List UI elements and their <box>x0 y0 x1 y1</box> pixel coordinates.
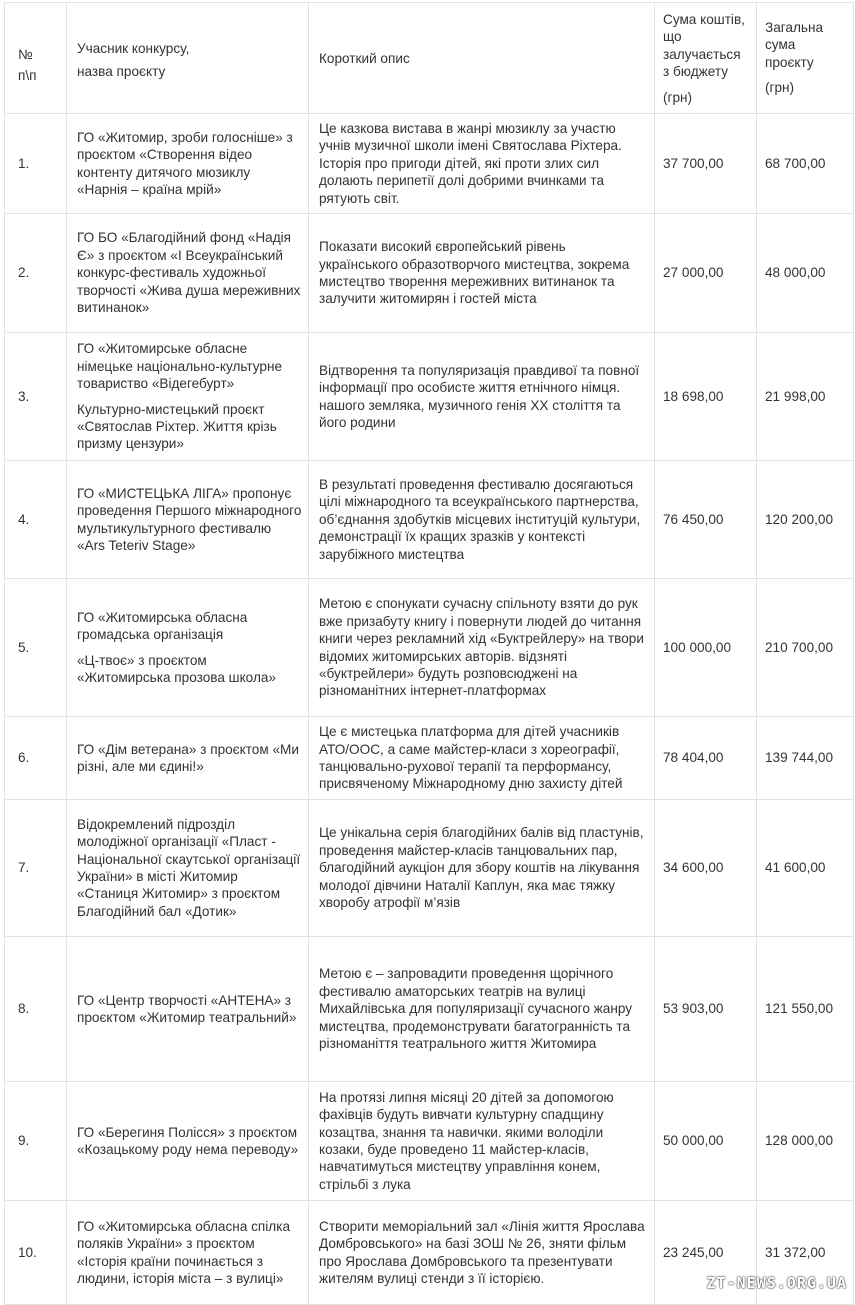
total-amount-cell: 121 550,00 <box>757 937 854 1082</box>
participant-text: ГО «Дім ветерана» з проєктом «Ми різні, але ми єдині!» <box>77 741 299 774</box>
table-header-row <box>5 3 854 114</box>
row-number: 2. <box>5 214 67 333</box>
total-amount-cell: 68 700,00 <box>757 114 854 214</box>
table-row <box>5 333 854 461</box>
total-amount-cell: 41 600,00 <box>757 800 854 937</box>
header-total-cell <box>757 3 854 114</box>
participant-cell <box>67 333 309 461</box>
description-cell: Створити меморіальний зал «Лінія життя Ярослава Домбровського» на базі ЗОШ № 26, зняти фільм про Ярослава Домбровського та презентувати жителям вулиці стенди з її історією. <box>309 1201 655 1305</box>
participant-text: ГО «Центр творчості «АНТЕНА» з проєктом «Житомир театральний» <box>77 992 297 1025</box>
participant-cell <box>67 800 309 937</box>
participant-text: ГО «Житомирське обласне німецьке національно-культурне товариство «Відегебурт» <box>77 341 283 392</box>
description-cell: Метою є спонукати сучасну спільноту взяти до рук вже призабуту книгу і повернути людей до читання книги через рекламний хід «Буктрейлеру» на твори відомих житомирських авторів. відзняті «буктрейлери» будуть розповсюджені на різноманітних інтернет-платформах <box>309 579 655 717</box>
participant-cell <box>67 1082 309 1201</box>
header-description-cell <box>309 3 655 114</box>
total-amount-cell: 128 000,00 <box>757 1082 854 1201</box>
description-cell: Метою є – запровадити проведення щорічного фестивалю аматорських театрів на вулиці Михайлівська для популяризації сучасного жанру мистецтва, продемонструвати багатогранність та різноманіття театрального життя Житомира <box>309 937 655 1082</box>
header-participant-line: Учасник конкурсу, <box>77 41 190 56</box>
participant-cell <box>67 717 309 800</box>
total-amount-cell: 210 700,00 <box>757 579 854 717</box>
budget-amount-cell: 100 000,00 <box>655 579 757 717</box>
budget-amount-cell: 18 698,00 <box>655 333 757 461</box>
row-number: 9. <box>5 1082 67 1201</box>
table-row <box>5 1082 854 1201</box>
budget-amount-cell: 27 000,00 <box>655 214 757 333</box>
participant-text: ГО «Житомирська обласна громадська організація <box>77 609 248 643</box>
row-number: 8. <box>5 937 67 1082</box>
description-cell: В результаті проведення фестивалю досягаються цілі міжнародного та всеукраїнського партнерства, об’єднання здобутків місцевих інституцій культури, демонстрації їх кращих зразків у контексті зарубіжного мистецтва <box>309 461 655 579</box>
header-total-line: Загальна сума проєкту <box>765 20 824 70</box>
total-amount-cell: 48 000,00 <box>757 214 854 333</box>
table-row <box>5 579 854 717</box>
participant-text: ГО БО «Благодійний фонд «Надія Є» з проєктом «І Всеукраїнський конкурс-фестиваль художньої творчості «Жива душа мереживних витинанок» <box>77 230 301 316</box>
table-row <box>5 461 854 579</box>
description-cell: Відтворення та популяризація правдивої та повної інформації про особисте життя етнічного німця. нашого земляка, музичного генія XX століття та його родини <box>309 333 655 461</box>
participant-cell <box>67 1201 309 1305</box>
table-row <box>5 937 854 1082</box>
table-row <box>5 214 854 333</box>
participant-text: ГО «Берегиня Полісся» з проєктом «Козацькому роду нема переводу» <box>77 1124 299 1157</box>
description-cell: Показати високий європейський рівень українського образотворчого мистецтва, зокрема мистецтво творення мереживних витинанок та залучити житомирян і гостей міста <box>309 214 655 333</box>
description-cell: Це казкова вистава в жанрі мюзиклу за участю учнів музичної школи імені Святослава Ріхтера. Історія про пригоди дітей, які проти злих сил долають перипетії долі добрими вчинками та рятують світ. <box>309 114 655 214</box>
total-amount-cell: 139 744,00 <box>757 717 854 800</box>
header-budget-line: Сума коштів, що залучається з бюджету <box>663 12 745 80</box>
description-cell: На протязі липня місяці 20 дітей за допомогою фахівців будуть вивчати культурну спадщину козацтва, знання та навички. якими володіли козаки, буде проведено 11 майстер-класів, навчатимуться мистецтву управління конем, стрільбі з лука <box>309 1082 655 1201</box>
projects-table <box>4 2 854 1305</box>
participant-cell <box>67 214 309 333</box>
participant-cell <box>67 461 309 579</box>
description-cell: Це є мистецька платформа для дітей учасників АТО/ООС, а саме майстер-класи з хореографії, танцювально-рухової терапії та перформансу, присвяченому Міжнародному дню захисту дітей <box>309 717 655 800</box>
participant-text: ГО «Житомирська обласна спілка поляків України» з проєктом «Історія країни починається з людини, історія міста – з вулиці» <box>77 1218 291 1286</box>
budget-amount-cell: 23 245,00 <box>655 1201 757 1305</box>
budget-amount-cell: 53 903,00 <box>655 937 757 1082</box>
header-num-line: п\п <box>18 68 37 84</box>
total-amount-cell: 21 998,00 <box>757 333 854 461</box>
participant-text: Відокремлений підрозділ молодіжної організації «Пласт - Національної скаутської організації України» в місті Житомир «Станиця Житомир» з проєктом Благодійний бал «Дотик» <box>77 816 301 919</box>
description-cell: Це унікальна серія благодійних балів від пластунів, проведення майстер-класів танцювальних пар, благодійний аукціон для збору коштів на лікування молодої дівчини Наталії Каплун, яка має тяжку хворобу атрофії м’язів <box>309 800 655 937</box>
header-num-cell <box>5 3 67 114</box>
row-number: 7. <box>5 800 67 937</box>
budget-amount-cell: 37 700,00 <box>655 114 757 214</box>
table-row <box>5 114 854 214</box>
row-number: 5. <box>5 579 67 717</box>
participant-cell <box>67 114 309 214</box>
participant-text: Культурно-мистецький проєкт «Святослав Ріхтер. Життя крізь призму цензури» <box>77 401 277 452</box>
budget-amount-cell: 78 404,00 <box>655 717 757 800</box>
header-budget-line: (грн) <box>663 89 693 105</box>
table-row <box>5 717 854 800</box>
row-number: 10. <box>5 1201 67 1305</box>
row-number: 4. <box>5 461 67 579</box>
participant-text: «Ц-твоє» з проєктом «Житомирська прозова школа» <box>77 652 276 685</box>
budget-amount-cell: 34 600,00 <box>655 800 757 937</box>
participant-text: ГО «МИСТЕЦЬКА ЛІГА» пропонує проведення Першого міжнародного мультикультурного фестивалю «Ars Teteriv Stage» <box>77 485 302 553</box>
table-row <box>5 800 854 937</box>
watermark-logo: ZT-NEWS.ORG.UA <box>706 1273 847 1292</box>
budget-amount-cell: 76 450,00 <box>655 461 757 579</box>
row-number: 3. <box>5 333 67 461</box>
header-participant-line: назва проєкту <box>77 64 166 80</box>
header-description: Короткий опис <box>319 51 410 66</box>
participant-cell <box>67 579 309 717</box>
total-amount-cell: 31 372,00 <box>757 1201 854 1305</box>
participant-cell <box>67 937 309 1082</box>
row-number: 6. <box>5 717 67 800</box>
header-participant-cell <box>67 3 309 114</box>
header-budget-cell <box>655 3 757 114</box>
header-total-line: (грн) <box>765 80 795 96</box>
budget-amount-cell: 50 000,00 <box>655 1082 757 1201</box>
header-num-line: № <box>18 47 33 62</box>
row-number: 1. <box>5 114 67 214</box>
total-amount-cell: 120 200,00 <box>757 461 854 579</box>
participant-text: ГО «Житомир, зроби голосніше» з проєктом «Створення відео контенту дитячого мюзиклу «Нарнія – країна мрій» <box>77 129 293 197</box>
